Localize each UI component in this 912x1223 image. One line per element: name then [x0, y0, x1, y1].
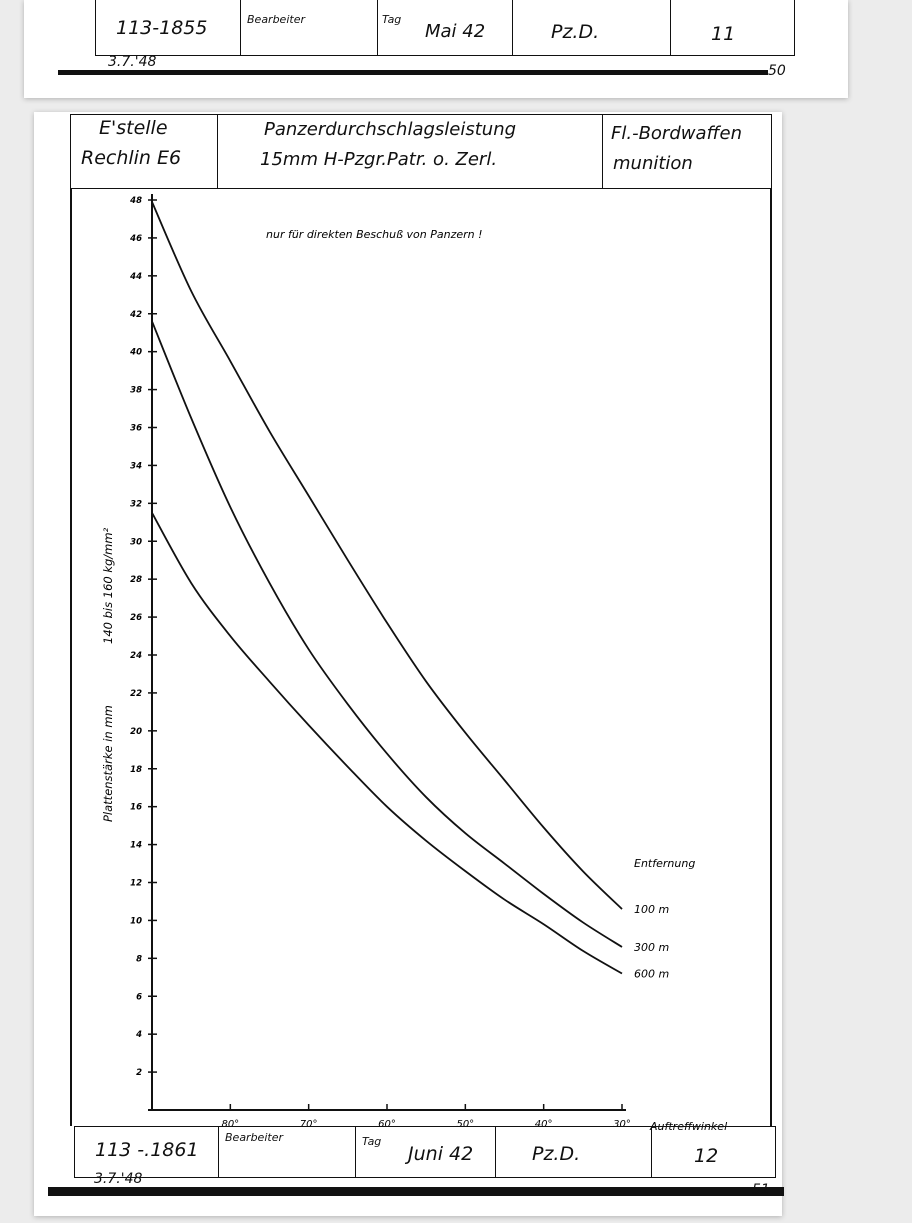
x-tick-label: 40°	[534, 1119, 553, 1130]
footer-sheet-cell	[651, 1127, 775, 1177]
previous-sheet-no: 11	[711, 23, 736, 45]
previous-sheet-cell	[670, 0, 794, 55]
previous-bearbeiter-cell	[240, 0, 377, 55]
y-tick-label: 18	[130, 764, 142, 775]
series-label-600m: 600 m	[634, 967, 670, 981]
y-tick-label: 46	[130, 233, 142, 244]
footer-scan-bar	[48, 1187, 784, 1196]
y-tick-label: 6	[136, 992, 142, 1003]
header-title-line2: 15mm H-Pzgr.Patr. o. Zerl.	[260, 149, 498, 170]
footer-dept: Pz.D.	[532, 1143, 581, 1165]
y-tick-label: 16	[130, 802, 142, 813]
y-tick-label: 12	[130, 878, 142, 889]
y-tick-label: 38	[130, 385, 142, 396]
footer-drawing-no: 113 -.1861	[95, 1139, 199, 1161]
previous-date: Mai 42	[425, 21, 486, 42]
y-tick-label: 4	[136, 1030, 142, 1041]
previous-dept-cell	[512, 0, 670, 55]
footer-date-cell	[355, 1127, 495, 1177]
previous-date-cell	[377, 0, 512, 55]
chart-curves	[152, 202, 669, 981]
series-label-100m: 100 m	[634, 903, 670, 917]
main-page	[34, 112, 782, 1216]
x-axis-label: Auftreffwinkel	[650, 1120, 728, 1133]
y-tick-label: 8	[136, 954, 142, 965]
previous-drawing-no: 113-1855	[116, 17, 208, 39]
legend-title: Entfernung	[634, 857, 696, 870]
previous-signature: 3.7.'48	[108, 54, 157, 70]
header-estelle: E'stelle	[99, 117, 168, 139]
y-tick-label: 40	[130, 347, 142, 358]
y-tick-label: 32	[130, 499, 142, 510]
series-line-600m	[152, 513, 622, 974]
x-tick-label: 70°	[299, 1119, 318, 1130]
footer-page-number: 51	[752, 1182, 770, 1198]
y-tick-label: 44	[130, 271, 142, 282]
footer-bearbeiter-label: Bearbeiter	[225, 1131, 283, 1144]
x-tick-label: 80°	[221, 1119, 240, 1130]
series-line-300m	[152, 321, 622, 947]
header-munition: munition	[613, 153, 693, 174]
y-tick-label: 28	[130, 575, 142, 586]
header-rechlin: Rechlin E6	[81, 147, 182, 169]
y-axis-sublabel: 140 bis 160 kg/mm²	[101, 527, 115, 644]
y-tick-label: 10	[130, 916, 142, 927]
y-tick-label: 20	[130, 726, 142, 737]
header-bordwaffen: Fl.-Bordwaffen	[611, 123, 742, 144]
y-tick-label: 42	[130, 309, 142, 320]
y-tick-label: 22	[130, 688, 142, 699]
series-line-100m	[152, 202, 622, 909]
series-label-300m: 300 m	[634, 940, 670, 954]
y-axis-label: Plattenstärke in mm	[101, 705, 115, 822]
y-tick-label: 48	[130, 196, 142, 206]
y-tick-label: 24	[130, 651, 142, 661]
y-tick-label: 26	[130, 613, 142, 624]
previous-scan-bar	[58, 70, 768, 75]
footer-sheet-no: 12	[694, 1145, 719, 1167]
y-tick-label: 30	[130, 537, 142, 548]
y-tick-label: 2	[136, 1068, 142, 1079]
footer-drawing-cell	[75, 1127, 218, 1177]
y-tick-label: 36	[130, 423, 142, 434]
footer-tag-label: Tag	[362, 1135, 382, 1148]
previous-tag-label: Tag	[382, 13, 402, 26]
footer-dept-cell	[495, 1127, 651, 1177]
previous-dept: Pz.D.	[551, 21, 600, 43]
previous-page-number: 50	[768, 63, 786, 79]
previous-drawing-cell	[96, 0, 240, 55]
penetration-chart	[34, 112, 782, 1216]
footer-date: Juni 42	[408, 1143, 474, 1165]
y-tick-label: 34	[130, 461, 142, 472]
x-tick-label: 50°	[456, 1119, 475, 1130]
y-tick-label: 14	[130, 840, 142, 851]
footer-signature: 3.7.'48	[94, 1171, 143, 1187]
previous-title-block	[95, 0, 795, 56]
previous-page	[24, 0, 848, 98]
footer-bearbeiter-cell	[218, 1127, 355, 1177]
x-tick-label: 30°	[613, 1119, 631, 1130]
header-title-line1: Panzerdurchschlagsleistung	[264, 119, 517, 140]
previous-bearbeiter-label: Bearbeiter	[247, 13, 305, 26]
chart-annotation: nur für direkten Beschuß von Panzern !	[266, 228, 483, 241]
footer-block	[74, 1126, 776, 1178]
chart-axes	[129, 194, 631, 1130]
x-tick-label: 60°	[378, 1119, 396, 1130]
